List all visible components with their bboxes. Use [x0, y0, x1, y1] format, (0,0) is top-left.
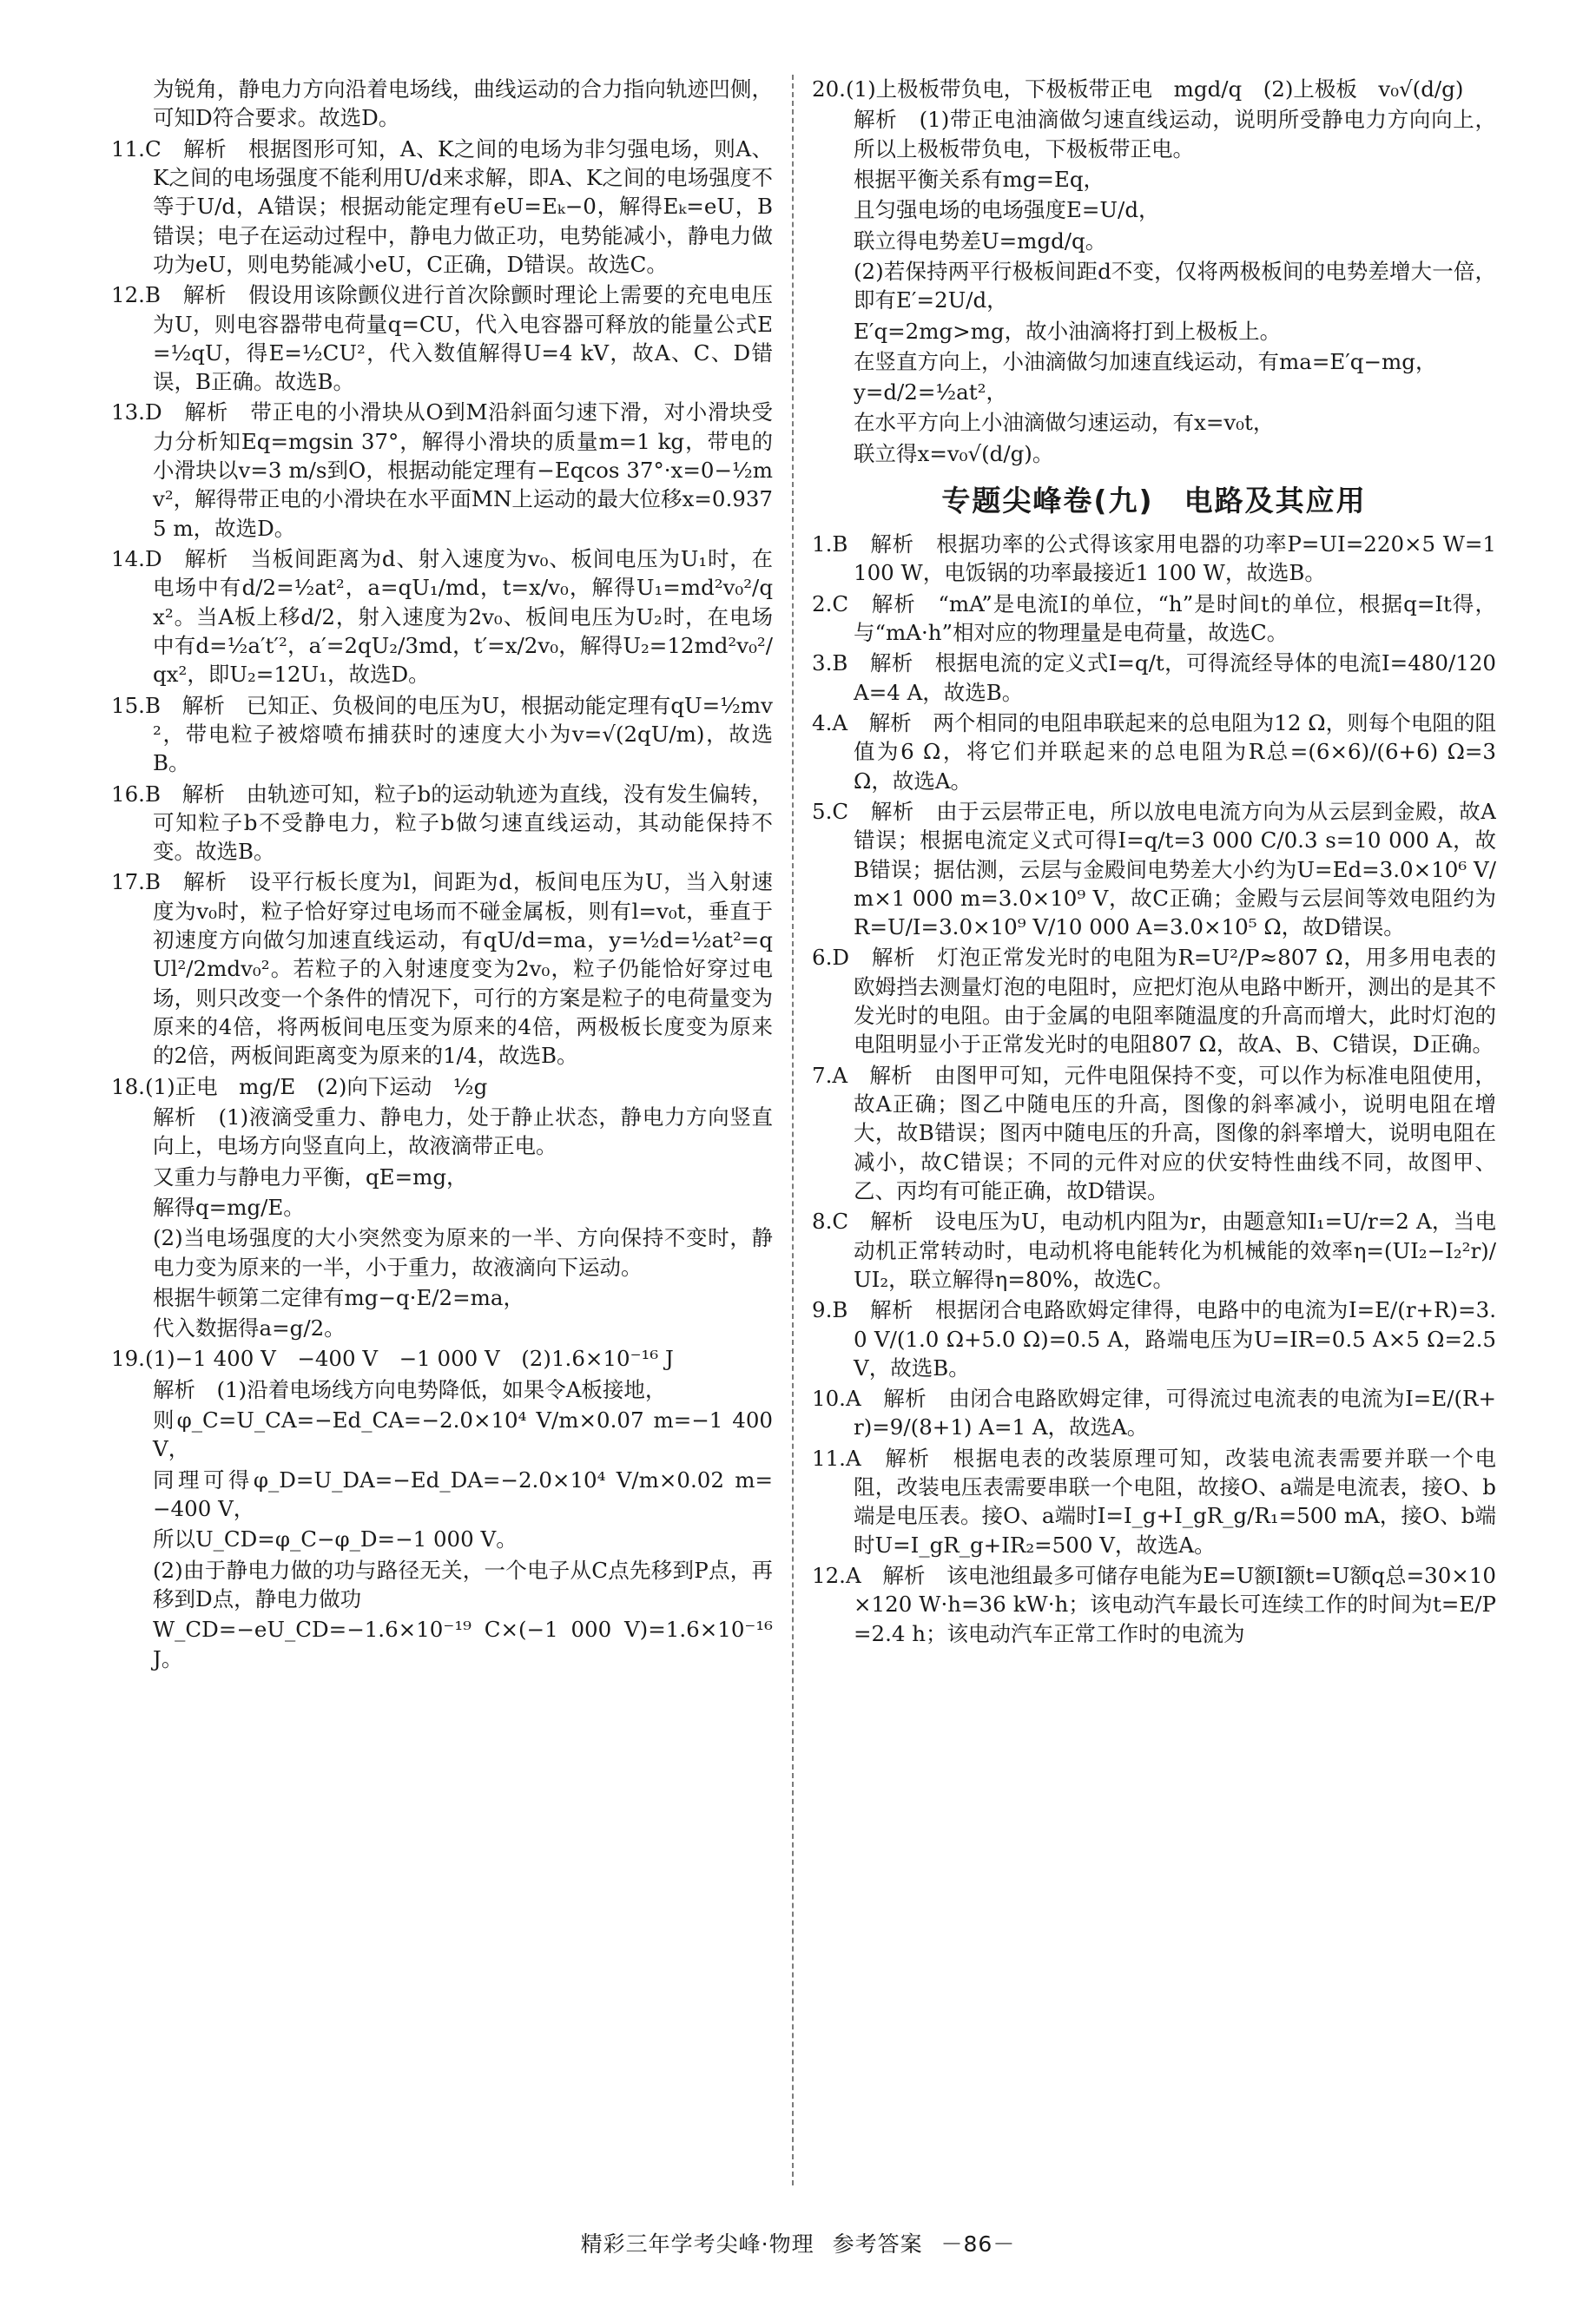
- answer-18-step: 根据牛顿第二定律有mg−q·E/2=ma，: [153, 1284, 525, 1310]
- answer-4: 4.A 解析 两个相同的电阻串联起来的总电阻为12 Ω，则每个电阻的阻值为6 Ω，将它们并联起来的总电阻为R总=(6×6)/(6+6) Ω=3 Ω，故选A。: [812, 709, 1496, 794]
- answer-14: 14.D 解析 当板间距离为d、射入速度为v₀、板间电压为U₁时，在电场中有d/2=½at²，a=qU₁/md，t=x/v₀，解得U₁=md²v₀²/qx²。当A板上移d/2，射入速度为2v₀、板间电压为U₂时，在电场中有d=½a′t′²，a′=2qU₂/3md，t′=x/2v₀，解得U₂=12md²v₀²/qx²，即U₂=12U₁，故选D。: [111, 546, 773, 688]
- answer-15: 15.B 解析 已知正、负极间的电压为U，根据动能定理有qU=½mv²，带电粒子被熔喷布捕获时的速度大小为v=√(2qU/m)，故选B。: [111, 692, 773, 776]
- answer-9: 9.B 解析 根据闭合电路欧姆定律得，电路中的电流为I=E/(r+R)=3.0 V/(1.0 Ω+5.0 Ω)=0.5 A，路端电压为U=IR=0.5 A×5 Ω=2.5 V，故选B。: [812, 1297, 1496, 1381]
- answer-20-analysis: 解析 (1)带正电油滴做匀速直线运动，说明所受静电力方向向上，所以上极板带负电，下极板带正电。: [854, 107, 1496, 161]
- column-divider: [792, 75, 794, 2185]
- answer-18: 18.(1)正电 mg/E (2)向下运动 ½g: [111, 1073, 488, 1099]
- answer-20-step: 根据平衡关系有mg=Eq，: [854, 166, 1105, 192]
- left-column: [111, 75, 773, 2185]
- answer-11: 11.C 解析 根据图形可知，A、K之间的电场为非匀强电场，则A、K之间的电场强度不能利用U/d来求解，即A、K之间的电场强度不等于U/d，A错误；根据动能定理有eU=Eₖ−0，解得Eₖ=eU，B错误；电子在运动过程中，静电力做正功，电势能减小，静电力做功为eU，则电势能减小eU，C正确，D错误。故选C。: [111, 135, 773, 277]
- answer-19-step: 同理可得φ_D=U_DA=−Ed_DA=−2.0×10⁴ V/m×0.02 m=−400 V，: [153, 1467, 773, 1521]
- answer-19: 19.(1)−1 400 V −400 V −1 000 V (2)1.6×10⁻¹⁶ J: [111, 1346, 674, 1372]
- answer-10: 10.A 解析 由闭合电路欧姆定律，可得流过电流表的电流为I=E/(R+r)=9/(8+1) A=1 A，故选A。: [812, 1386, 1496, 1440]
- answer-19-step: 所以U_CD=φ_C−φ_D=−1 000 V。: [153, 1526, 518, 1552]
- section-title: 专题尖峰卷(九) 电路及其应用: [941, 484, 1367, 518]
- answer-20-step: 在水平方向上小油滴做匀速运动，有x=v₀t，: [854, 410, 1275, 436]
- answer-20-step: 在竖直方向上，小油滴做匀加速直线运动，有ma=E′q−mg，: [854, 348, 1437, 374]
- answer-7: 7.A 解析 由图甲可知，元件电阻保持不变，可以作为标准电阻使用，故A正确；图乙中随电压的升高，图像的斜率减小，说明电阻在增大，故B错误；图丙中随电压的升高，图像的斜率增大，说明电阻在减小，故C错误；不同的元件对应的伏安特性曲线不同，故图甲、乙、丙均有可能正确，故D错误。: [812, 1062, 1496, 1203]
- answer-6: 6.D 解析 灯泡正常发光时的电阻为R=U²/P≈807 Ω，用多用电表的欧姆挡去测量灯泡的电阻时，应把灯泡从电路中断开，测出的是其不发光时的电阻。由于金属的电阻率随温度的升高而增大，此时灯泡的电阻明显小于正常发光时的电阻807 Ω，故A、B、C错误，D正确。: [812, 945, 1496, 1058]
- answer-20-step: (2)若保持两平行极板间距d不变，仅将两极板间的电势差增大一倍，即有E′=2U/d，: [854, 258, 1496, 313]
- answer-20-step: 且匀强电场的电场强度E=U/d，: [854, 197, 1160, 223]
- answer-1: 1.B 解析 根据功率的公式得该家用电器的功率P=UI=220×5 W=1 100 W，电饭锅的功率最接近1 100 W，故选B。: [812, 531, 1496, 586]
- answer-13: 13.D 解析 带正电的小滑块从O到M沿斜面匀速下滑，对小滑块受力分析知Eq=mgsin 37°，解得小滑块的质量m=1 kg，带电的小滑块以v=3 m/s到O，根据动能定理有−Eqcos 37°·x=0−½mv²，解得带正电的小滑块在水平面MN上运动的最大位移x=0.937 5 m，故选D。: [111, 399, 773, 541]
- answer-18-step: 解得q=mg/E。: [153, 1194, 305, 1220]
- answer-continuation: 为锐角，静电力方向沿着电场线，曲线运动的合力指向轨迹凹侧，可知D符合要求。故选D。: [153, 76, 773, 131]
- answer-11-circuit: 11.A 解析 根据电表的改装原理可知，改装电流表需要并联一个电阻，改装电压表需要串联一个电阻，故接O、a端是电流表，接O、b端是电压表。接O、a端时I=I_g+I_gR_g/R₁=500 mA，接O、b端时U=I_gR_g+IR₂=500 V，故选A。: [812, 1445, 1496, 1558]
- answer-18-step: (2)当电场强度的大小突然变为原来的一半、方向保持不变时，静电力变为原来的一半，小于重力，故液滴向下运动。: [153, 1225, 773, 1280]
- page-footer: [0, 2227, 1596, 2258]
- answer-19-step: 则φ_C=U_CA=−Ed_CA=−2.0×10⁴ V/m×0.07 m=−1 400 V，: [153, 1407, 773, 1462]
- answer-19-step: W_CD=−eU_CD=−1.6×10⁻¹⁹ C×(−1 000 V)=1.6×10⁻¹⁶ J。: [153, 1617, 773, 1671]
- answer-20-step: y=d/2=½at²，: [854, 379, 1007, 405]
- answer-20-step: 联立得电势差U=mgd/q。: [854, 227, 1107, 254]
- answer-17: 17.B 解析 设平行板长度为l，间距为d，板间电压为U，当入射速度为v₀时，粒子恰好穿过电场而不碰金属板，则有l=v₀t，垂直于初速度方向做匀加速直线运动，有qU/d=ma，y=½d=½at²=qUl²/2mdv₀²。若粒子的入射速度变为2v₀，粒子仍能恰好穿过电场，则只改变一个条件的情况下，可行的方案是粒子的电荷量变为原来的4倍，将两板间电压变为原来的4倍，两极板长度变为原来的2倍，两板间距离变为原来的1/4，故选B。: [111, 869, 773, 1069]
- footer-section: 参考答案: [832, 2231, 923, 2257]
- answer-12-circuit: 12.A 解析 该电池组最多可储存电能为E=U额I额t=U额q总=30×10×120 W·h=36 kW·h；该电动汽车最长可连续工作的时间为t=E/P=2.4 h；该电动汽车正常工作时的电流为: [812, 1563, 1496, 1646]
- right-column: [812, 75, 1496, 2185]
- answer-20: 20.(1)上极板带负电，下极板带正电 mgd/q (2)上极板 v₀√(d/g): [812, 76, 1464, 102]
- page-number: －86－: [940, 2231, 1016, 2257]
- answer-3: 3.B 解析 根据电流的定义式I=q/t，可得流经导体的电流I=480/120 A=4 A，故选B。: [812, 650, 1496, 705]
- answer-5: 5.C 解析 由于云层带正电，所以放电电流方向为从云层到金殿，故A错误；根据电流定义式可得I=q/t=3 000 C/0.3 s=10 000 A，故B错误；据估测，云层与金殿间电势差大小约为U=Ed=3.0×10⁶ V/m×1 000 m=3.0×10⁹ V，故C正确；金殿与云层间等效电阻约为R=U/I=3.0×10⁹ V/10 000 A=3.0×10⁵ Ω，故D错误。: [812, 798, 1496, 940]
- answer-8: 8.C 解析 设电压为U，电动机内阻为r，由题意知I₁=U/r=2 A，当电动机正常转动时，电动机将电能转化为机械能的效率η=(UI₂−I₂²r)/UI₂，联立解得η=80%，故选C。: [812, 1209, 1496, 1292]
- answer-18-analysis: 解析 (1)液滴受重力、静电力，处于静止状态，静电力方向竖直向上，电场方向竖直向上，故液滴带正电。: [153, 1104, 773, 1159]
- answer-19-step: (2)由于静电力做的功与路径无关，一个电子从C点先移到P点，再移到D点，静电力做功: [153, 1557, 773, 1612]
- answer-2: 2.C 解析 “mA”是电流I的单位，“h”是时间t的单位，根据q=It得，与“mA·h”相对应的物理量是电荷量，故选C。: [812, 590, 1496, 645]
- answer-20-step: 联立得x=v₀√(d/g)。: [854, 440, 1054, 466]
- answer-18-step: 又重力与静电力平衡，qE=mg，: [153, 1163, 468, 1190]
- answer-12: 12.B 解析 假设用该除颤仪进行首次除颤时理论上需要的充电电压为U，则电容器带电荷量q=CU，代入电容器可释放的能量公式E=½qU，得E=½CU²，代入数值解得U=4 kV，故A、C、D错误，B正确。故选B。: [111, 282, 773, 395]
- answer-20-step: E′q=2mg>mg，故小油滴将打到上极板上。: [854, 318, 1282, 344]
- footer-book-title: 精彩三年学考尖峰·物理: [580, 2231, 814, 2257]
- answer-16: 16.B 解析 由轨迹可知，粒子b的运动轨迹为直线，没有发生偏转，可知粒子b不受静电力，粒子b做匀速直线运动，其动能保持不变。故选B。: [111, 781, 773, 865]
- answer-18-step: 代入数据得a=g/2。: [153, 1315, 346, 1341]
- answer-19-analysis: 解析 (1)沿着电场线方向电势降低，如果令A板接地，: [153, 1376, 667, 1402]
